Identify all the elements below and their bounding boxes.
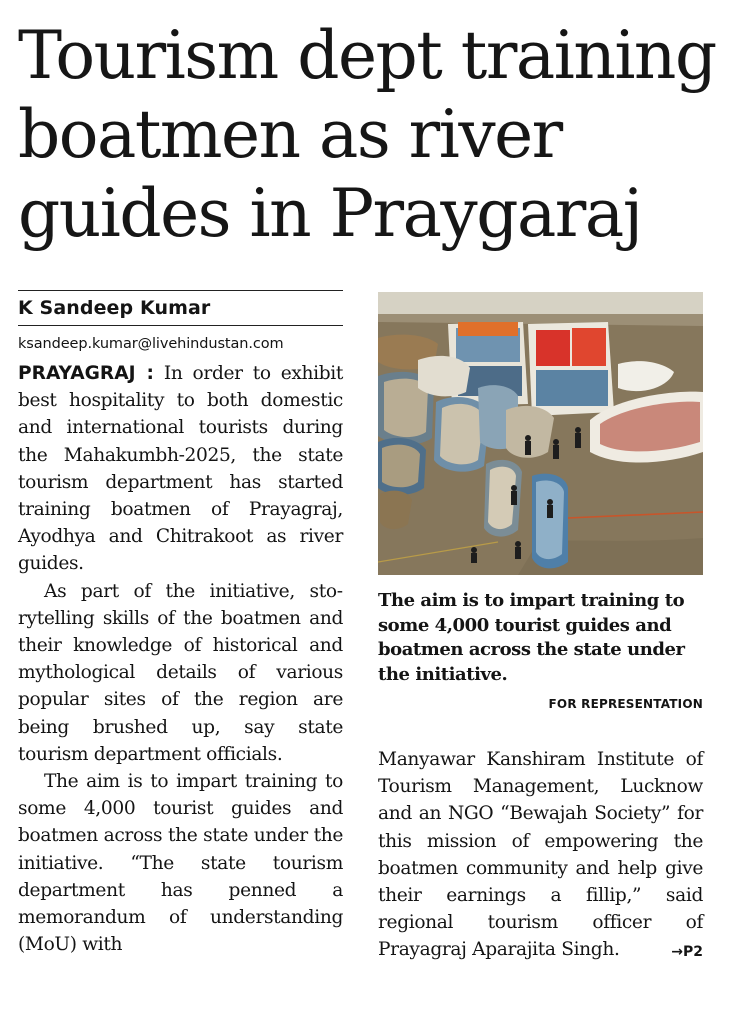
byline-email: ksandeep.kumar@livehindustan.com [18,336,284,352]
person-1-head [525,435,531,441]
headline-line-3: guides in Praygaraj [18,175,642,252]
photo-caption: The aim is to impart training to some 4,000 tourist guides and boatmen across the state under the initiative. [378,590,685,685]
byline-bottom-rule [18,325,343,326]
article-paragraph-1-text: In order to exhibit best hospitality to both domestic and international tourists during the Mahakumbh-2025, the state tourism department has started training boatmen of Prayagraj, Ayodhya and Chitrakoot as river guides. [18,363,343,575]
boats-photo [378,292,703,575]
headline [18,16,723,253]
rowboat-8-inner [536,480,564,559]
person-7-head [471,547,477,553]
person-1-body [525,441,531,455]
right-column [378,292,703,964]
large-boat-right-jackets [572,328,606,366]
large-boat-right-cabin [536,330,570,366]
person-3-body [575,433,581,448]
large-boat-left-jackets [458,322,518,336]
person-2-body [553,445,559,459]
person-7-body [471,553,477,563]
byline-author: K Sandeep Kumar [18,297,211,319]
large-boat-right-deck [536,370,608,406]
rowboat-3 [418,356,470,397]
person-4-body [511,491,517,505]
rowboat-4-inner [440,404,484,465]
person-5-head [547,499,553,505]
headline-line-1: Tourism dept training [18,17,716,94]
jump-to-page-2-link[interactable]: →P2 [671,943,703,960]
rowboat-6-inner [382,445,420,488]
person-2-head [553,439,559,445]
photo-credit: FOR REPRESENTATION [548,697,703,711]
article-paragraph-3: The aim is to impart training to some 4,000 tourist guides and boatmen across the state under the initiative. “The state tourism department has penned a memorandum of understanding (MoU) with [18,771,343,956]
article-paragraph-2: As part of the initiative, storytelling skills of the boatmen and their knowledge of historical and mythological details of various popular sites of the region are being brushed up, say state tourism department officials. [18,580,343,765]
person-4-head [511,485,517,491]
person-6-body [515,547,521,559]
large-boat-right [528,322,614,416]
article-paragraph-1 [18,360,343,578]
headline-line-2: boatmen as river [18,96,562,173]
person-6-head [515,541,521,547]
rowboat-10 [380,491,412,529]
photo-sky [378,292,703,314]
article-paragraph-4: Manyawar Kanshiram Institute of Tourism Management, Lucknow and an NGO “Bewajah Society” for this mission of empowering the boatmen community and help give their earnings a fillip,” said regional tourism officer of Prayagraj Aparajita Singh. [378,749,703,961]
person-5-body [547,505,553,518]
article-continuation [378,746,703,964]
left-column [18,290,343,958]
dateline: PRAYAGRAJ : [18,363,154,384]
person-3-head [575,427,581,433]
